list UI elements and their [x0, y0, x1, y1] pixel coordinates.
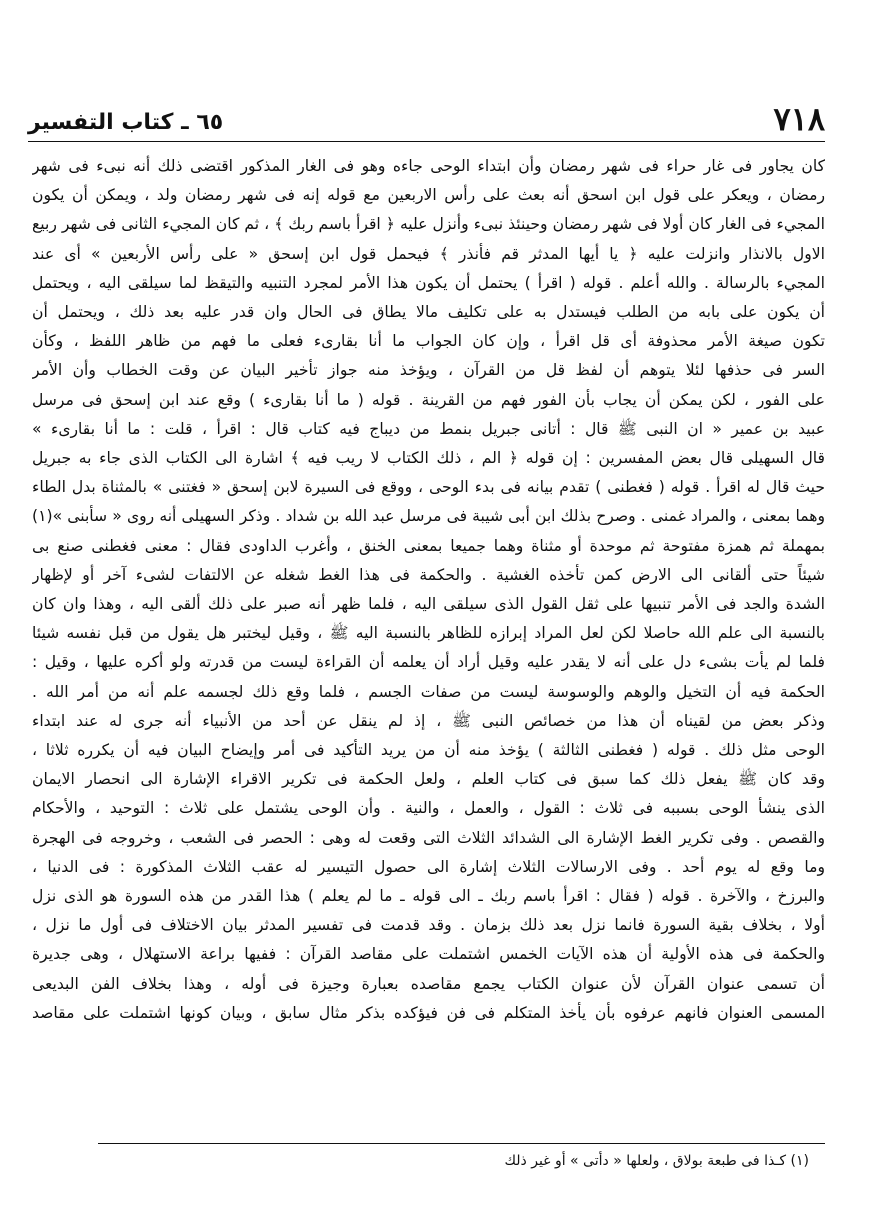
text-line: على الفور ، لكن يمكن أن يجاب بأن الفور فهم من القرينة . قوله ( ما أنا بقارىء ) وقع عند ابن إسحق فى مرسل	[32, 390, 825, 409]
page-number: ٧١٨	[773, 100, 825, 138]
footnote-rule	[98, 1143, 825, 1144]
body-text	[32, 152, 825, 1028]
text-line: أولا ، بخلاف بقية السورة فانما نزل بعد ذلك بزمان . وقد قدمت فى تفسير المدثر بيان الاختلاف فى أول ما نزل ،	[32, 916, 825, 935]
page-header	[28, 96, 825, 136]
text-line: وذكر بعض من لقيناه أن هذا من خصائص النبى ﷺ ، إذ لم ينقل عن أحد من الأنبياء أنه جرى له عند ابتداء	[32, 711, 825, 730]
header-rule	[28, 141, 825, 142]
text-line: كان يجاور فى غار حراء فى شهر رمضان وأن ابتداء الوحى جاءه وهو فى الغار المذكور اقتضى ذلك أنه نبىء فى شهر	[32, 157, 825, 175]
text-line: رمضان ، ويعكر على قول ابن اسحق أنه بعث على رأس الاربعين مع قوله إنه فى شهر رمضان ولد ، ويمكن أن يكون	[32, 186, 825, 205]
text-line: والحكمة فى هذه الأولية أن هذه الآيات الخمس اشتملت على مقاصد القرآن : ففيها براعة الاستهلال ، وهى جديرة	[32, 945, 825, 964]
text-line: المسمى العنوان فانهم عرفوه بأن يأخذ المتكلم فى فن فيؤكده بذكر مثال سابق ، وبيان كونها اشتملت على مقاصد	[32, 1003, 825, 1022]
text-line: والقصص . وفى تكرير الغط الإشارة الى الشدائد الثلاث التى وقعت له وهى : الحصر فى الشعب ، وخروجه فى الهجرة	[32, 828, 825, 847]
text-line: أن يكون على بابه من الطلب فيستدل به على تكليف مالا يطاق فى الحال وان قدر عليه بعد ذلك ، ويحتمل أن	[32, 303, 825, 322]
text-line: وما وقع له يوم أحد . وفى الارسالات الثلاث إشارة الى حصول التيسير له عقب الثلاث المذكورة : فى الدنيا ،	[32, 857, 825, 876]
text-line: وقد كان ﷺ يفعل ذلك كما سبق فى كتاب العلم ، ولعل الحكمة فى تكرير الاقراء الإشارة الى انحصار الايمان	[32, 770, 825, 789]
text-line: الاول بالانذار وانزلت عليه ﴿ يا أيها المدثر قم فأنذر ﴾ فيحمل قول ابن إسحق « على رأس الأربعين » أى عند	[32, 244, 825, 263]
text-line: أن تسمى عنوان القرآن لأن عنوان الكتاب يجمع مقاصده بعبارة وجيزة فى أوله ، وهذا بخلاف الفن البديعى	[32, 974, 825, 993]
text-line: السر فى حذفها لئلا يتوهم أن لفظ قل من القرآن ، ويؤخذ منه جواز تأخير البيان عن وقت الخطاب وأن الأمر	[32, 361, 825, 380]
text-line: بمهملة ثم همزة مفتوحة ثم موحدة أو مثناة وهما جميعا بمعنى الخنق ، وأغرب الداودى فقال : معنى فغطنى صنع بى	[32, 536, 825, 555]
text-line: الوحى مثل ذلك . قوله ( فغطنى الثالثة ) يؤخذ منه أن من يريد التأكيد فى أمر وإيضاح البيان فيه أن يكرره ثلاثا ،	[32, 741, 825, 760]
footnote: (١) كـذا فى طبعة بولاق ، ولعلها « دأتى » أو غير ذلك	[504, 1153, 809, 1169]
text-line: الذى ينشأ الوحى بسببه فى ثلاث : القول ، والعمل ، والنية . وأن الوحى يشتمل على ثلاث : التوحيد ، والأحكام	[32, 799, 825, 818]
text-line: عبيد بن عمير « ان النبى ﷺ قال : أتانى جبريل بنمط من ديباج فيه كتاب قال : اقرأ ، قلت : ما أنا بقارىء »	[32, 419, 825, 438]
text-line: المجيء بالرسالة . والله أعلم . قوله ( اقرأ ) يحتمل أن يكون هذا الأمر لمجرد التنبيه والتيقظ لما سيلقى اليه ، ويحتمل	[32, 273, 825, 292]
text-line: بالنسبة الى علم الله حاصلا لكن لعل المراد إبرازه للظاهر بالنسبة اليه ﷺ ، وقيل ليختبر هل يقول من قبل نفسه شيئا	[32, 624, 825, 643]
text-line: شيئاً حتى ألقانى الى الارض كمن تأخذه الغشية . والحكمة فى هذا الغط شغله عن الالتفات لشىء آخر أو لإظهار	[32, 565, 825, 584]
text-line: حيث قال له اقرأ . قوله ( فغطنى ) تقدم بيانه فى بدء الوحى ، ووقع فى السيرة لابن إسحق « فغتنى » بالمثناة بدل الطاء	[32, 478, 825, 497]
text-line: وهما بمعنى ، والمراد غمنى . وصرح بذلك ابن أبى شيبة فى مرسل عبد الله بن شداد . وذكر السهيلى أنه روى « سأبنى »(١)	[32, 507, 825, 526]
text-line: قال السهيلى قال بعض المفسرين : إن قوله ﴿ الم ، ذلك الكتاب لا ريب فيه ﴾ اشارة الى الكتاب الذى جاء به جبريل	[32, 449, 825, 468]
text-line: تكون صيغة الأمر محذوفة أى قل اقرأ ، وإن كان الجواب ما أنا بقارىء فعلى ما فهم من ظاهر اللفظ ، وكأن	[32, 332, 825, 351]
text-line: الحكمة فيه أن التخيل والوهم والوسوسة ليست من صفات الجسم ، فلما وقع ذلك لجسمه علم أنه من أمر الله .	[32, 682, 825, 701]
text-line: المجيء فى الغار كان أولا فى شهر رمضان وحينئذ نبىء وأنزل عليه ﴿ اقرأ باسم ربك ﴾ ، ثم كان المجيء الثانى فى شهر ربيع	[32, 215, 825, 234]
text-line: فلما لم يأت بشىء دل على أنه لا يقدر عليه وقيل أراد أن يعلمه أن القراءة ليست من قدرته ولو أكره عليها ، وقيل :	[32, 653, 825, 672]
running-head: ٦٥ ـ كتاب التفسير	[28, 110, 224, 135]
text-line: والبرزخ ، والآخرة . قوله ( فقال : اقرأ باسم ربك ـ الى قوله ـ ما لم يعلم ) هذا القدر من هذه السورة هو الذى نزل	[32, 887, 825, 906]
text-line: الشدة والجد فى الأمر تنبيها على ثقل القول الذى سيلقى اليه ، فلما ظهر أنه صبر على ذلك ألقى اليه ، وهذا وان كان	[32, 595, 825, 614]
